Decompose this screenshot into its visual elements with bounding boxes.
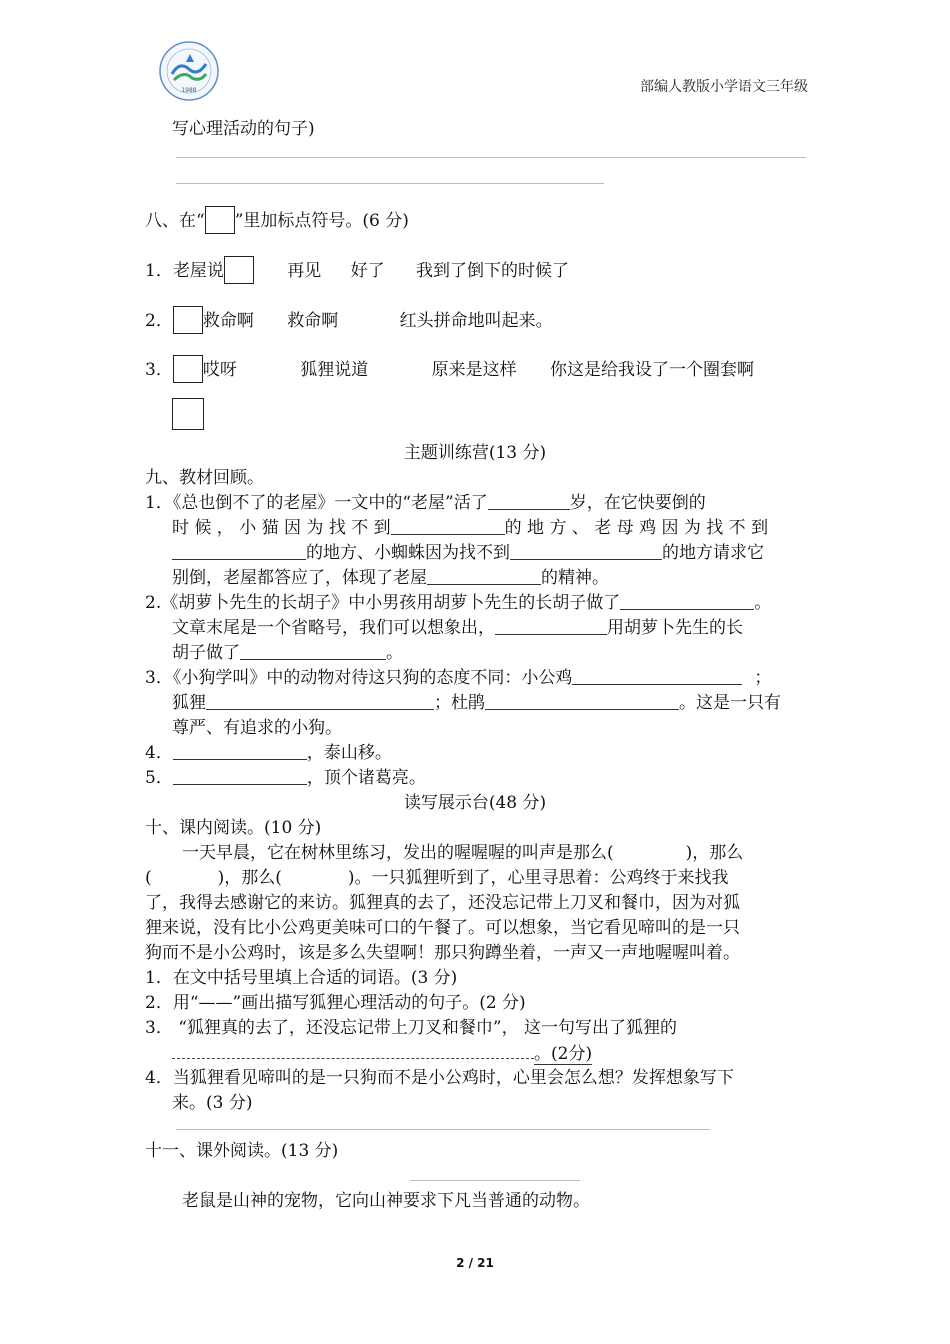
reading-line-1: 老鼠是山神的宠物，它向山神要求下凡当普通的动物。 xyxy=(182,1191,590,1211)
section-8-title: 八、在“ ”里加标点符号。(6 分) xyxy=(145,206,409,234)
section-8-item-1: 1．老屋说 再见 好了 我到了倒下的时候了 xyxy=(145,256,569,284)
passage-line-4: 狸来说，没有比小公鸡更美味可口的午餐了。可以想象，当它看见啼叫的是一只 xyxy=(145,918,740,938)
divider-line xyxy=(410,1180,580,1181)
fill-blank[interactable] xyxy=(427,566,541,585)
fill-blank[interactable] xyxy=(172,541,306,560)
q10-3-line-1: 3． “狐狸真的去了，还没忘记带上刀叉和餐巾”， 这一句写出了狐狸的 xyxy=(145,1018,678,1038)
answer-line xyxy=(176,183,604,184)
q9-5: 5． ，顶个诸葛亮。 xyxy=(145,768,426,788)
fill-blank[interactable] xyxy=(510,541,662,560)
fill-blank[interactable] xyxy=(391,516,505,535)
fill-blank[interactable] xyxy=(620,591,754,610)
punctuation-box[interactable] xyxy=(224,256,254,284)
punctuation-box[interactable] xyxy=(173,306,203,334)
fill-blank[interactable] xyxy=(206,691,434,710)
punctuation-box[interactable] xyxy=(173,355,203,383)
section-11-title: 十一、课外阅读。(13 分) xyxy=(145,1141,339,1161)
display-title: 读写展示台(48 分) xyxy=(403,793,547,813)
q9-3-line-3: 尊严、有追求的小狗。 xyxy=(172,718,342,738)
q9-2-line-3: 胡子做了 。 xyxy=(172,643,403,663)
q9-3-line-1: 3．《小狗学叫》中的动物对待这只狗的态度不同：小公鸡 ； xyxy=(145,668,772,688)
q9-1-line-1: 1．《总也倒不了的老屋》一文中的“老屋”活了 岁，在它快要倒的 xyxy=(145,493,706,513)
section-9-title: 九、教材回顾。 xyxy=(145,468,264,488)
header-title: 部编人教版小学语文三年级 xyxy=(640,79,808,95)
page-number: 2 / 21 xyxy=(456,1256,494,1270)
q9-1-line-4: 别倒，老屋都答应了，体现了老屋 的精神。 xyxy=(172,568,609,588)
q10-2: 2．用“——”画出描写狐狸心理活动的句子。(2 分) xyxy=(145,993,526,1013)
school-logo xyxy=(150,40,228,102)
continued-line: 写心理活动的句子) xyxy=(172,119,315,139)
q9-3-line-2: 狐狸 ；杜鹃 。这是一只有 xyxy=(172,693,781,713)
section-8-item-3: 3． 哎呀 狐狸说道 原来是这样 你这是给我设了一个圈套啊 xyxy=(145,355,754,383)
fill-blank[interactable] xyxy=(173,766,307,785)
fill-blank[interactable] xyxy=(172,1040,534,1059)
punctuation-box[interactable] xyxy=(205,206,235,234)
fill-blank[interactable] xyxy=(495,616,607,635)
section-8-item-2: 2． 救命啊 救命啊 红头拼命地叫起来。 xyxy=(145,306,553,334)
passage-line-1: 一天早晨，它在树林里练习，发出的喔喔喔的叫声是那么( )，那么 xyxy=(182,843,744,863)
punctuation-box-end[interactable] xyxy=(172,398,204,430)
fill-blank[interactable] xyxy=(240,641,386,660)
answer-line[interactable] xyxy=(176,1129,710,1130)
section-10-title: 十、课内阅读。(10 分) xyxy=(145,818,322,838)
passage-line-2: ( )，那么( )。一只狐狸听到了，心里寻思着：公鸡终于来找我 xyxy=(145,868,729,888)
svg-text:1988: 1988 xyxy=(181,87,197,94)
q9-1-line-2: 时 候 ， 小 猫 因 为 找 不 到 的 地 方 、 老 母 鸡 因 为 找 不 到 xyxy=(172,518,769,538)
q10-4-line-1: 4．当狐狸看见啼叫的是一只狗而不是小公鸡时，心里会怎么想？发挥想象写下 xyxy=(145,1068,734,1088)
q9-2-line-2: 文章末尾是一个省略号，我们可以想象出， 用胡萝卜先生的长 xyxy=(172,618,743,638)
fill-blank[interactable] xyxy=(485,691,679,710)
q9-4: 4． ，泰山移。 xyxy=(145,743,392,763)
q10-4-line-2: 来。(3 分) xyxy=(172,1093,253,1113)
logo-emblem-icon xyxy=(150,40,228,102)
q9-2-line-1: 2.《胡萝卜先生的长胡子》中小男孩用胡萝卜先生的长胡子做了 。 xyxy=(145,593,772,613)
fill-blank[interactable] xyxy=(488,491,570,510)
q10-1: 1．在文中括号里填上合适的词语。(3 分) xyxy=(145,968,458,988)
camp-title: 主题训练营(13 分) xyxy=(403,443,547,463)
passage-line-3: 了，我得去感谢它的来访。狐狸真的去了，还没忘记带上刀叉和餐巾，因为对狐 xyxy=(145,893,740,913)
q9-1-line-3: 的地方、小蜘蛛因为找不到 的地方请求它 xyxy=(172,540,764,566)
answer-line xyxy=(176,157,806,158)
passage-line-5: 狗而不是小公鸡时，该是多么失望啊！那只狗蹲坐着，一声又一声地喔喔叫着。 xyxy=(145,943,740,963)
fill-blank[interactable] xyxy=(572,666,742,685)
q10-3-line-2: 。(2分) xyxy=(172,1040,592,1067)
fill-blank[interactable] xyxy=(173,741,307,760)
